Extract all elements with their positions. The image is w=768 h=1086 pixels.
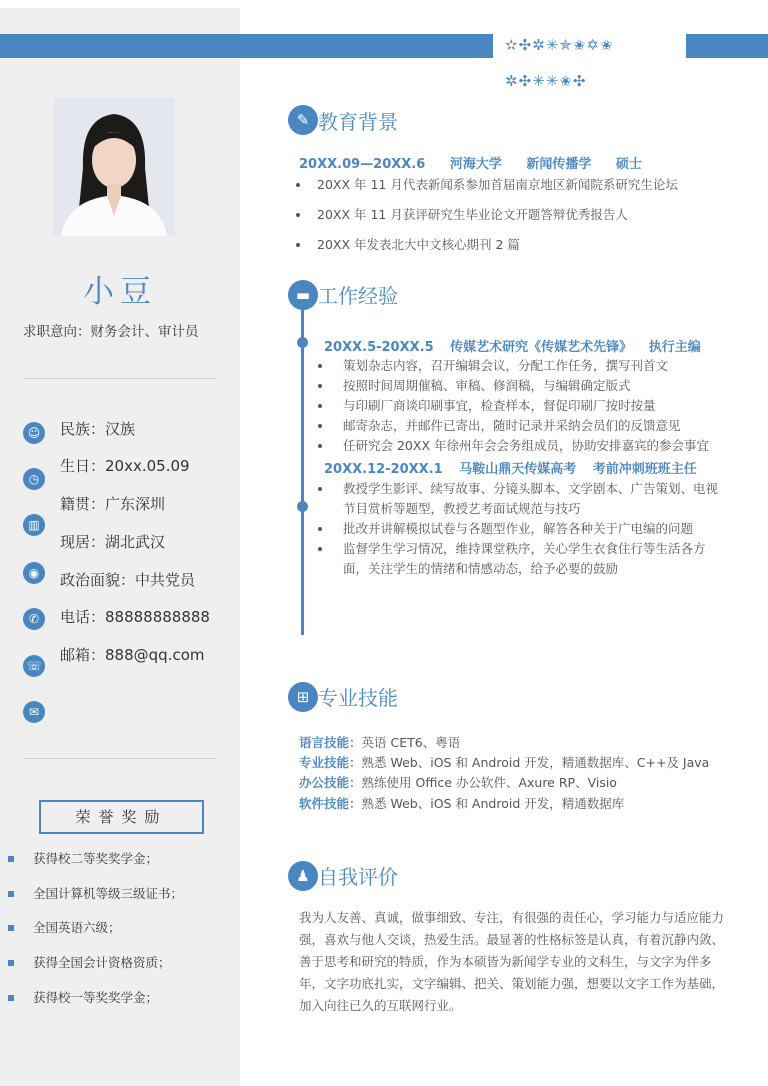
skills-title: 专业技能 — [318, 686, 398, 710]
education-major: 新闻传播学 — [526, 157, 592, 172]
honor-item: 获得全国会计资格资质； — [8, 953, 171, 971]
job-bullet: 任研究会 20XX 年徐州年会会务组成员，协助安排嘉宾的参会事宜 — [318, 436, 728, 456]
chart-icon: ▥ — [23, 514, 45, 536]
info-hometown: 籍贯：广东深圳 — [60, 495, 166, 513]
clock-icon: ◷ — [23, 468, 45, 490]
decor-stars-line1: ✫✣✲✳✯✬✡✬ — [505, 36, 614, 54]
bullet-dot-icon — [296, 183, 300, 187]
job-bullet: 监督学生学习情况，维持课堂秩序，关心学生衣食住行等生活各方面，关注学生的情绪和情感动态，给予必要的鼓励 — [318, 539, 728, 579]
job-role: 执行主编 — [648, 340, 701, 355]
folder-icon: ▬ — [288, 280, 318, 310]
job-bullet: 邮寄杂志，并邮件已寄出，随时记录并采纳会员们的反馈意见 — [318, 416, 728, 436]
honor-item: 获得校二等奖奖学金； — [8, 849, 158, 867]
leaf-icon: ✎ — [288, 105, 318, 135]
tie-icon: ♟ — [288, 861, 318, 891]
honor-item: 全国英语六级； — [8, 918, 121, 936]
job-company: 传媒艺术研究《传媒艺术先锋》 — [450, 340, 633, 355]
work-title: 工作经验 — [318, 284, 398, 308]
square-bullet-icon — [8, 925, 14, 931]
header-bar-left — [0, 34, 493, 58]
work-timeline — [301, 305, 304, 635]
bullet-dot-icon — [318, 527, 322, 531]
bullet-dot-icon — [318, 364, 322, 368]
education-period: 20XX.09—20XX.6 — [299, 157, 426, 172]
sidebar-divider-bottom — [23, 758, 217, 759]
bullet-dot-icon — [318, 424, 322, 428]
bullet-dot-icon — [318, 487, 322, 491]
location-icon: ◉ — [23, 562, 45, 584]
info-birthday: 生日：20xx.05.09 — [60, 457, 190, 475]
info-political: 政治面貌：中共党员 — [60, 571, 196, 589]
job-period: 20XX.5-20XX.5 — [324, 340, 434, 355]
job-role: 考前冲刺班班主任 — [592, 462, 697, 477]
profile-photo — [53, 98, 175, 236]
bullet-dot-icon — [296, 213, 300, 217]
info-email: 邮箱：888@qq.com — [60, 646, 205, 664]
timeline-dot — [297, 337, 308, 348]
job-bullet: 与印刷厂商谈印刷事宜，检查样本，督促印刷厂按时按量 — [318, 396, 728, 416]
job-company: 马鞍山鼎天传媒高考 — [459, 462, 577, 477]
skill-item: 专业技能：熟悉 Web、iOS 和 Android 开发，精通数据库、C++及 Java — [299, 755, 710, 770]
job-period: 20XX.12-20XX.1 — [324, 462, 443, 477]
education-bullet: 20XX 年 11 月代表新闻系参加首届南京地区新闻院系研究生论坛 — [296, 175, 678, 193]
decor-stars-line2: ✲✣✳✳✬✣ — [505, 72, 587, 90]
square-bullet-icon — [8, 995, 14, 1001]
education-bullet: 20XX 年 11 月获评研究生毕业论文开题答辩优秀报告人 — [296, 205, 628, 223]
skill-item: 语言技能：英语 CET6、粤语 — [299, 735, 461, 750]
education-bullet: 20XX 年发表北大中文核心期刊 2 篇 — [296, 235, 520, 253]
job-bullet: 批改并讲解模拟试卷与各题型作业，解答各种关于广电编的问题 — [318, 519, 728, 539]
info-phone: 电话：88888888888 — [60, 608, 210, 626]
candidate-name: 小豆 — [83, 274, 157, 310]
bullet-dot-icon — [318, 384, 322, 388]
bullet-dot-icon — [318, 404, 322, 408]
phone-icon: ✆ — [23, 608, 45, 630]
job-bullet: 策划杂志内容，召开编辑会议，分配工作任务，撰写刊首文 — [318, 356, 728, 376]
honor-item: 全国计算机等级三级证书； — [8, 884, 183, 902]
square-bullet-icon — [8, 960, 14, 966]
person-icon: ☺ — [23, 422, 45, 444]
skill-item: 办公技能：熟练使用 Office 办公软件、Axure RP、Visio — [299, 775, 617, 790]
header-bar-right — [686, 34, 768, 58]
honors-title: 荣誉奖励 — [39, 800, 204, 834]
job-intent: 求职意向：财务会计、审计员 — [23, 324, 199, 340]
job-header — [324, 336, 713, 355]
info-residence: 现居：湖北武汉 — [60, 533, 166, 551]
bullet-dot-icon — [318, 547, 322, 551]
mail-icon: ✉ — [23, 701, 45, 723]
mobile-icon: ☏ — [23, 655, 45, 677]
education-title: 教育背景 — [318, 110, 398, 134]
honor-item: 获得校一等奖奖学金； — [8, 988, 158, 1006]
square-bullet-icon — [8, 856, 14, 862]
square-bullet-icon — [8, 891, 14, 897]
info-ethnicity: 民族：汉族 — [60, 420, 136, 438]
job-header — [324, 458, 709, 477]
bullet-dot-icon — [296, 243, 300, 247]
windows-icon: ⊞ — [288, 682, 318, 712]
job-bullet: 按照时间周期催稿、审稿、修润稿，与编辑确定版式 — [318, 376, 728, 396]
education-school: 河海大学 — [449, 157, 502, 172]
timeline-dot — [297, 501, 308, 512]
job-bullet: 教授学生影评、续写故事、分镜头脚本、文学剧本、广告策划、电视节目赏析等题型，教授艺考面试规范与技巧 — [318, 479, 728, 519]
skill-item: 软件技能：熟悉 Web、iOS 和 Android 开发，精通数据库 — [299, 796, 625, 811]
bullet-dot-icon — [318, 444, 322, 448]
self-eval-title: 自我评价 — [318, 865, 398, 889]
sidebar-divider-top — [23, 378, 217, 379]
self-eval-text: 我为人友善、真诚，做事细致、专注，有很强的责任心，学习能力与适应能力强，喜欢与他人交谈，热爱生活。最显著的性格标签是认真，有着沉静内敛、善于思考和研究的特质，作为本硕皆为新闻学专业的文科生，与文字为伴多年，文字功底扎实，文字编辑、把关、策划能力强，想要以文字工作为基础，加入向往已久的互联网行业。 — [299, 910, 725, 1013]
education-degree: 硕士 — [615, 157, 642, 172]
education-header — [299, 153, 662, 172]
